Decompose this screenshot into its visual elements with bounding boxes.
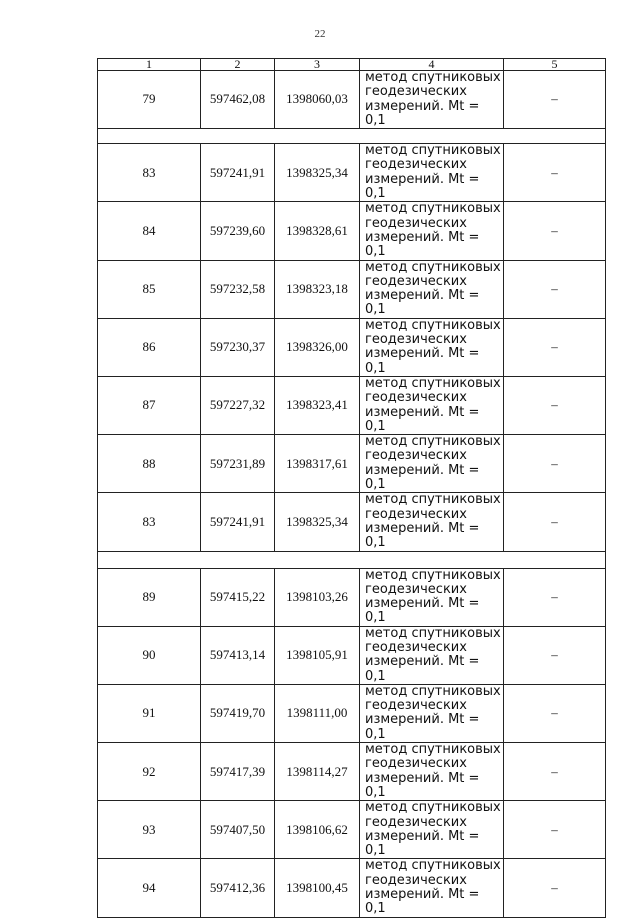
method-line: измерений. Mt = 0,1 xyxy=(365,288,480,318)
method-line: измерений. Mt = 0,1 xyxy=(365,887,480,917)
column-header-3: 3 xyxy=(275,59,360,71)
method-line: метод спутниковых xyxy=(365,625,501,641)
method-line: геодезических xyxy=(365,756,467,772)
point-number-cell: 87 xyxy=(98,376,201,434)
method-line: метод спутниковых xyxy=(365,434,501,450)
note-cell: – xyxy=(504,318,606,376)
y-coordinate-cell: 1398060,03 xyxy=(275,71,360,129)
note-cell: – xyxy=(504,376,606,434)
method-cell xyxy=(360,435,504,493)
table-row xyxy=(98,743,606,801)
x-coordinate-cell: 597230,37 xyxy=(201,318,275,376)
page-number: 22 xyxy=(314,28,326,40)
method-line: метод спутниковых xyxy=(365,259,501,275)
point-number-cell: 83 xyxy=(98,493,201,551)
method-cell xyxy=(360,71,504,129)
method-line: измерений. Mt = 0,1 xyxy=(365,404,480,434)
method-line: геодезических xyxy=(365,332,467,348)
method-cell xyxy=(360,493,504,551)
table-row xyxy=(98,376,606,434)
point-number-cell: 84 xyxy=(98,202,201,260)
note-cell: – xyxy=(504,568,606,626)
note-cell: – xyxy=(504,743,606,801)
contour-separator-row xyxy=(98,129,606,144)
note-cell: – xyxy=(504,801,606,859)
method-line: измерений. Mt = 0,1 xyxy=(365,520,480,551)
point-number-cell: 88 xyxy=(98,435,201,493)
method-line: измерений. Mt = 0,1 xyxy=(365,462,480,493)
x-coordinate-cell: 597227,32 xyxy=(201,376,275,434)
y-coordinate-cell: 1398111,00 xyxy=(275,684,360,742)
table-row xyxy=(98,260,606,318)
method-line: измерений. Mt = 0,1 xyxy=(365,828,480,859)
table-row xyxy=(98,568,606,626)
note-cell: – xyxy=(504,859,606,917)
y-coordinate-cell: 1398317,61 xyxy=(275,435,360,493)
note-cell: – xyxy=(504,626,606,684)
method-cell xyxy=(360,318,504,376)
method-line: измерений. Mt = 0,1 xyxy=(365,171,480,202)
method-line: измерений. Mt = 0,1 xyxy=(365,346,480,376)
header-row xyxy=(98,59,606,71)
method-line: геодезических xyxy=(365,698,467,714)
y-coordinate-cell: 1398323,41 xyxy=(275,376,360,434)
method-line: измерений. Mt = 0,1 xyxy=(365,229,480,260)
method-cell xyxy=(360,202,504,260)
y-coordinate-cell: 1398100,45 xyxy=(275,859,360,917)
point-number-cell: 86 xyxy=(98,318,201,376)
method-line: измерений. Mt = 0,1 xyxy=(365,596,480,626)
contour-separator-row xyxy=(98,551,606,568)
table-row xyxy=(98,318,606,376)
table-row xyxy=(98,859,606,917)
x-coordinate-cell: 597241,91 xyxy=(201,493,275,551)
note-cell: – xyxy=(504,71,606,129)
x-coordinate-cell: 597407,50 xyxy=(201,801,275,859)
table-row xyxy=(98,493,606,551)
x-coordinate-cell: 597232,58 xyxy=(201,260,275,318)
x-coordinate-cell: 597462,08 xyxy=(201,71,275,129)
separator-cell xyxy=(98,129,606,144)
x-coordinate-cell: 597419,70 xyxy=(201,684,275,742)
point-number-cell: 94 xyxy=(98,859,201,917)
method-cell xyxy=(360,626,504,684)
x-coordinate-cell: 597417,39 xyxy=(201,743,275,801)
y-coordinate-cell: 1398326,00 xyxy=(275,318,360,376)
y-coordinate-cell: 1398103,26 xyxy=(275,568,360,626)
method-cell xyxy=(360,684,504,742)
column-header-4: 4 xyxy=(360,59,504,71)
method-cell xyxy=(360,260,504,318)
y-coordinate-cell: 1398114,27 xyxy=(275,743,360,801)
method-line: геодезических xyxy=(365,215,467,231)
point-number-cell: 89 xyxy=(98,568,201,626)
method-line: геодезических xyxy=(365,273,467,289)
point-number-cell: 79 xyxy=(98,71,201,129)
column-header-2: 2 xyxy=(201,59,275,71)
method-line: геодезических xyxy=(365,506,467,522)
y-coordinate-cell: 1398325,34 xyxy=(275,144,360,202)
x-coordinate-cell: 597412,36 xyxy=(201,859,275,917)
method-line: метод спутниковых xyxy=(365,201,501,217)
method-line: метод спутниковых xyxy=(365,800,501,816)
note-cell: – xyxy=(504,435,606,493)
point-number-cell: 85 xyxy=(98,260,201,318)
note-cell: – xyxy=(504,493,606,551)
table-row xyxy=(98,801,606,859)
y-coordinate-cell: 1398106,62 xyxy=(275,801,360,859)
method-cell xyxy=(360,144,504,202)
method-line: метод спутниковых xyxy=(365,317,501,333)
table-row xyxy=(98,684,606,742)
y-coordinate-cell: 1398105,91 xyxy=(275,626,360,684)
column-header-5: 5 xyxy=(504,59,606,71)
method-line: геодезических xyxy=(365,581,467,597)
table-row xyxy=(98,144,606,202)
method-cell xyxy=(360,859,504,917)
method-line: геодезических xyxy=(365,84,467,100)
method-line: метод спутниковых xyxy=(365,70,501,85)
method-line: метод спутниковых xyxy=(365,742,501,758)
method-line: метод спутниковых xyxy=(365,143,501,159)
point-number-cell: 83 xyxy=(98,144,201,202)
method-line: геодезических xyxy=(365,872,467,888)
method-line: измерений. Mt = 0,1 xyxy=(365,98,480,128)
note-cell: – xyxy=(504,684,606,742)
method-line: геодезических xyxy=(365,814,467,830)
method-cell xyxy=(360,801,504,859)
coordinates-table xyxy=(97,58,606,918)
table-row xyxy=(98,71,606,129)
x-coordinate-cell: 597241,91 xyxy=(201,144,275,202)
table-row xyxy=(98,202,606,260)
method-line: измерений. Mt = 0,1 xyxy=(365,770,480,800)
note-cell: – xyxy=(504,260,606,318)
point-number-cell: 93 xyxy=(98,801,201,859)
x-coordinate-cell: 597239,60 xyxy=(201,202,275,260)
x-coordinate-cell: 597413,14 xyxy=(201,626,275,684)
method-cell xyxy=(360,568,504,626)
y-coordinate-cell: 1398323,18 xyxy=(275,260,360,318)
method-line: метод спутниковых xyxy=(365,375,501,391)
table-row xyxy=(98,626,606,684)
method-line: метод спутниковых xyxy=(365,683,501,699)
point-number-cell: 92 xyxy=(98,743,201,801)
y-coordinate-cell: 1398325,34 xyxy=(275,493,360,551)
note-cell: – xyxy=(504,202,606,260)
method-line: метод спутниковых xyxy=(365,492,501,508)
note-cell: – xyxy=(504,144,606,202)
x-coordinate-cell: 597415,22 xyxy=(201,568,275,626)
y-coordinate-cell: 1398328,61 xyxy=(275,202,360,260)
point-number-cell: 90 xyxy=(98,626,201,684)
method-cell xyxy=(360,376,504,434)
method-line: метод спутниковых xyxy=(365,858,501,874)
method-line: геодезических xyxy=(365,157,467,173)
method-line: геодезических xyxy=(365,390,467,406)
method-line: измерений. Mt = 0,1 xyxy=(365,712,480,742)
method-cell xyxy=(360,743,504,801)
method-line: измерений. Mt = 0,1 xyxy=(365,654,480,684)
method-line: геодезических xyxy=(365,448,467,464)
method-line: метод спутниковых xyxy=(365,567,501,583)
column-header-1: 1 xyxy=(98,59,201,71)
table-row xyxy=(98,435,606,493)
point-number-cell: 91 xyxy=(98,684,201,742)
separator-cell xyxy=(98,551,606,568)
method-line: геодезических xyxy=(365,639,467,655)
x-coordinate-cell: 597231,89 xyxy=(201,435,275,493)
